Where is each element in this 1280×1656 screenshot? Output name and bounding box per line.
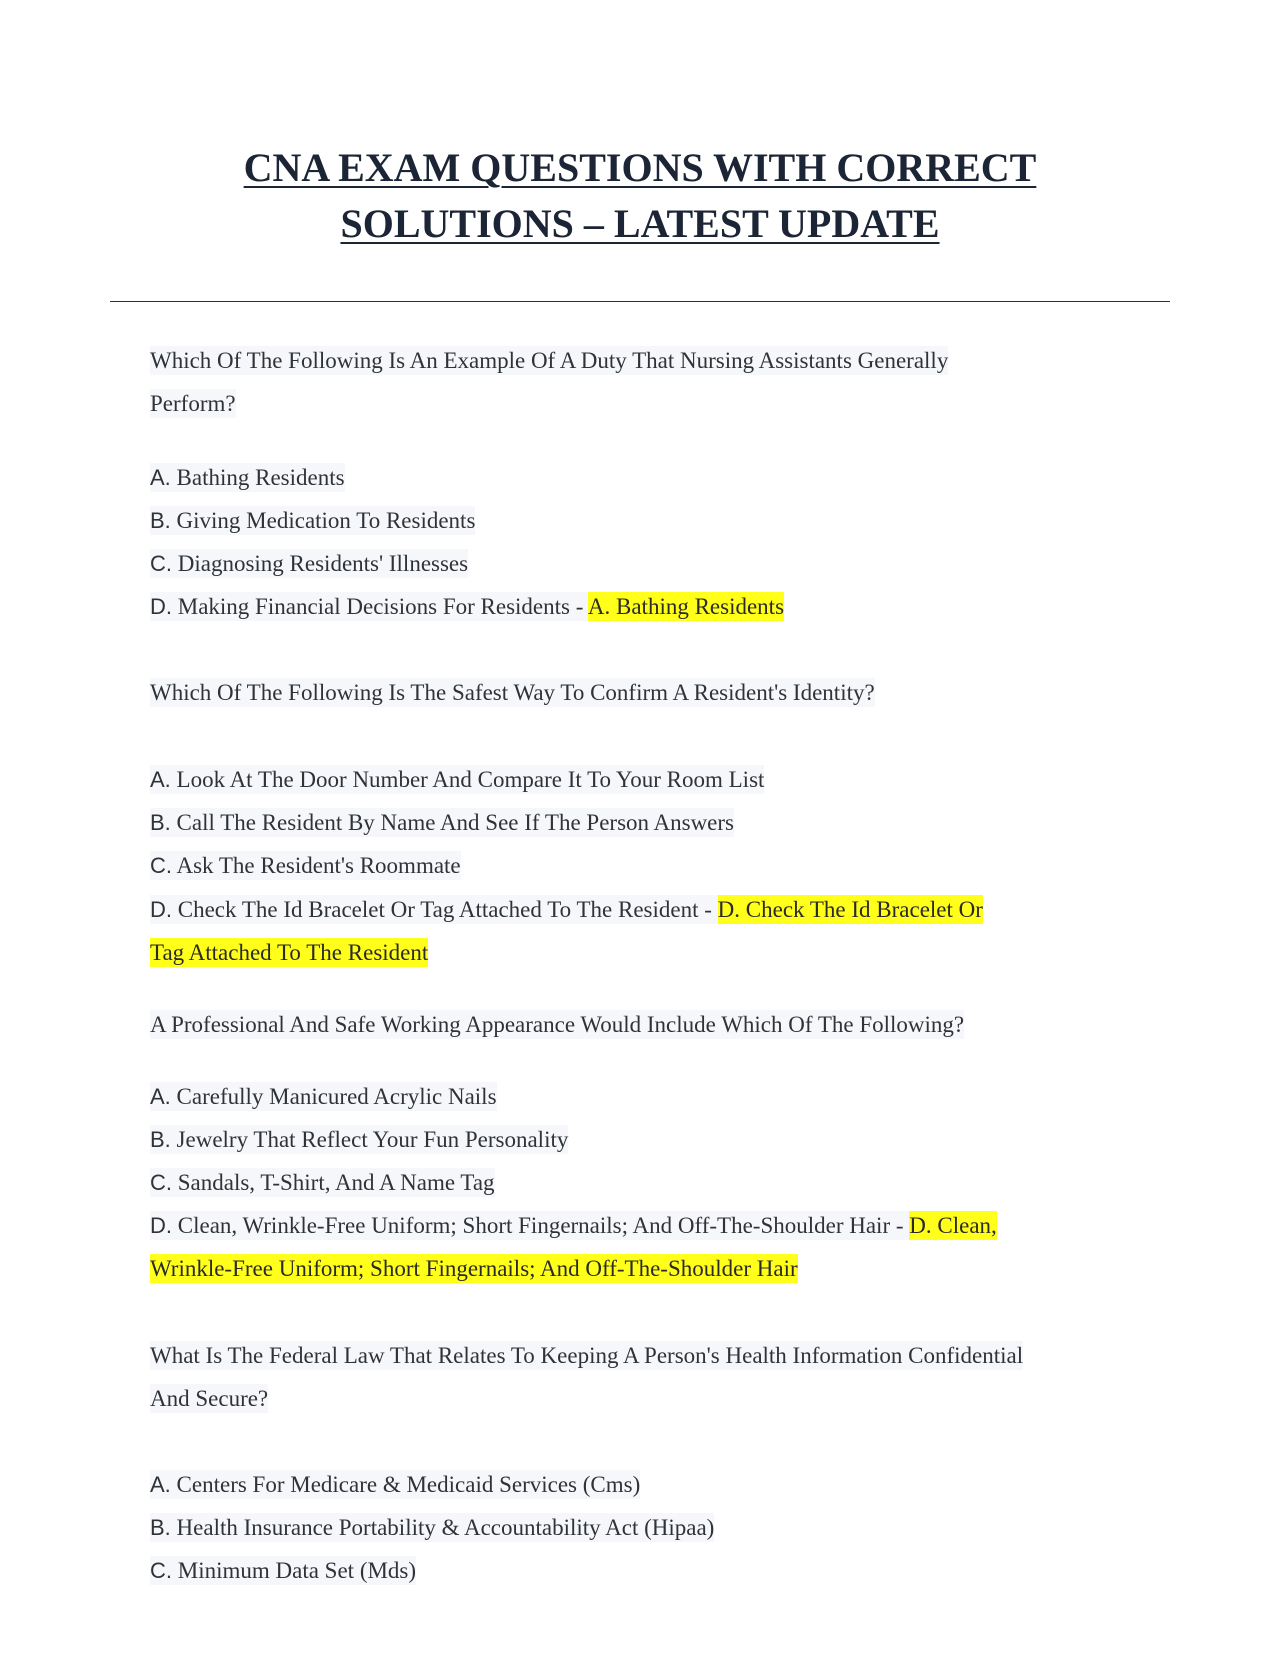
question-2-option-a: A. Look At The Door Number And Compare It To Your Room List bbox=[150, 767, 765, 792]
title-divider bbox=[110, 301, 1170, 302]
question-2-option-c: C. Ask The Resident's Roommate bbox=[150, 853, 461, 878]
question-2-option-d: D. Check The Id Bracelet Or Tag Attached To The Resident - D. Check The Id Bracelet Or bbox=[150, 897, 983, 922]
question-2-answer-line-2-row bbox=[150, 938, 428, 968]
question-1-text-line-2: Perform? bbox=[150, 391, 236, 416]
question-3-option-c: C. Sandals, T-Shirt, And A Name Tag bbox=[150, 1170, 495, 1195]
question-1-option-c: C. Diagnosing Residents' Illnesses bbox=[150, 551, 469, 576]
question-2-answer-line-2: Tag Attached To The Resident bbox=[150, 940, 429, 965]
question-3-answer-line-2: Wrinkle-Free Uniform; Short Fingernails; And Off-The-Shoulder Hair bbox=[150, 1256, 798, 1281]
title-line-2: SOLUTIONS – LATEST UPDATE bbox=[340, 201, 940, 246]
question-3-option-b: B. Jewelry That Reflect Your Fun Personality bbox=[150, 1127, 569, 1152]
question-1-answer: A. Bathing Residents bbox=[587, 594, 785, 619]
question-4-text-line-1: What Is The Federal Law That Relates To Keeping A Person's Health Information Confidential bbox=[150, 1343, 1024, 1368]
question-4-text-line-2: And Secure? bbox=[150, 1386, 269, 1411]
question-1-option-a: A. Bathing Residents bbox=[150, 465, 345, 490]
question-2-text-line-1: Which Of The Following Is The Safest Way To Confirm A Resident's Identity? bbox=[150, 680, 875, 705]
question-4-option-c: C. Minimum Data Set (Mds) bbox=[150, 1558, 417, 1583]
question-3-answer-line-2-row bbox=[150, 1254, 798, 1284]
title-line-1: CNA EXAM QUESTIONS WITH CORRECT bbox=[243, 145, 1037, 190]
question-2-option-b: B. Call The Resident By Name And See If The Person Answers bbox=[150, 810, 735, 835]
question-4-option-a: A. Centers For Medicare & Medicaid Services (Cms) bbox=[150, 1472, 641, 1497]
question-1-text-line-1: Which Of The Following Is An Example Of A Duty That Nursing Assistants Generally bbox=[150, 348, 949, 373]
question-1-option-b: B. Giving Medication To Residents bbox=[150, 508, 476, 533]
question-2-answer-line-1: D. Check The Id Bracelet Or bbox=[717, 897, 983, 922]
question-1-option-d: D. Making Financial Decisions For Residents - A. Bathing Residents bbox=[150, 594, 785, 619]
question-3-text-line-1: A Professional And Safe Working Appearance Would Include Which Of The Following? bbox=[150, 1012, 965, 1037]
question-4-option-b: B. Health Insurance Portability & Accountability Act (Hipaa) bbox=[150, 1515, 715, 1540]
question-3-option-d: D. Clean, Wrinkle-Free Uniform; Short Fingernails; And Off-The-Shoulder Hair - D. Clean, bbox=[150, 1213, 997, 1238]
document-title bbox=[0, 140, 1280, 252]
question-3-option-a: A. Carefully Manicured Acrylic Nails bbox=[150, 1084, 497, 1109]
question-3-answer-line-1: D. Clean, bbox=[909, 1213, 997, 1238]
